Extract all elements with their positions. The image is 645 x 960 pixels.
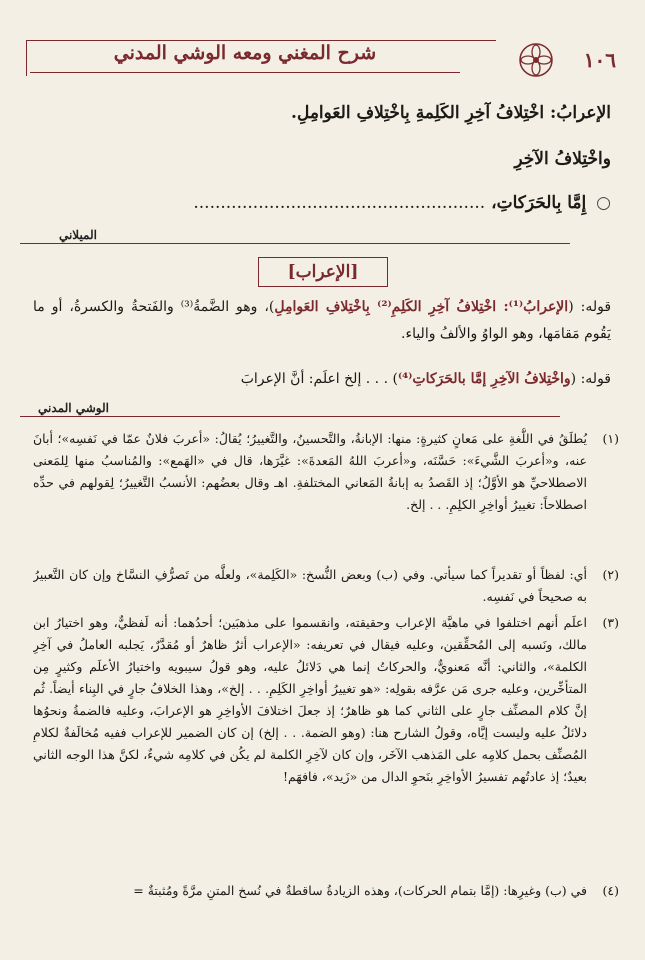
header-rule: [26, 40, 496, 41]
section-heading: [الإعراب]: [258, 257, 388, 287]
milani-rule: [20, 243, 570, 244]
sharh-2-quote: واخْتِلافُ الآخِرِ إمَّا بالحَرَكاتِ⁽⁴⁾: [397, 371, 571, 387]
footnote-number: (٢): [602, 567, 619, 582]
footnote-1: [33, 428, 619, 560]
footnote-text: اعلَم أنهم اختلفوا في ماهيَّة الإعراب وحقيقته، وانقسموا على مذهبَين؛ أحدُهما: أنه لَفظيٌّ، وهو اختيارُ ابن مالك، ونَسبه إلى المُحقِّقين، وعليه فيقال في تعريفه: «الإعراب أثرٌ ظاهرٌ أو مُقدَّرٌ، يَجلبه العاملُ في آخِرِ الكلمة»، والثاني: أنَّه مَعنويٌّ، والحركاتُ إنما هي دَلائلُ عليه، وهو قولُ سيبويه واختيارُ الأعلَم وكثيرٍ مِن المتأخِّرين، وعليه جرى مَن عرَّفه بقولِه: «هو تغييرُ أواخِرِ الكَلِمِ. . . إلخ»، وهذا الخلافُ جارٍ في البِناء أيضاً. ثُم إنَّ كلام المصنِّف جارٍ على الثاني كما هو ظاهرٌ؛ إذ جعلَ اختلافَ الأواخِرِ هو الإعرابَ، وعليه فالضمةُ ونحوُها دلائلُ عليه وليست إيَّاه، وقولُ الشارح هنا: (وهو الضمة. . . إلخ) إن كان الضمير للإعراب ففيه مُخالَفةٌ لكلامِ المُصنِّف بحمل كلامِه على المَذهب الآخَر، وإن كان لآخِرِ الكلمة لم يكُن في كلامِه شيءٌ، لكنَّ هذا الوجه الثاني بعيدٌ؛ إذ عادتُهم تفسيرُ الأواخِرِ بنَحوِ الدال من «زَيد»، فافهَم!: [33, 615, 587, 784]
page-header: [26, 40, 616, 82]
footnote-text: يُطلَقُ في اللُّغةِ على مَعانٍ كثيرةٍ: منها: الإبانةُ، والتَّحسينُ، والتَّغييرُ؛ يُقالُ: «أعربَ فلانٌ عمّا في نَفسِه»؛ أبانَ عنه، و«أعربَ الشَّيءَ»: حَسَّنَه، و«أعربَ اللهُ المَعدةَ»: غيَّرَها، قال في «الهَمع»: والمُناسبُ منها لِلمَعنى الاصطلاحيِّ هو الأوَّلُ؛ إذ القَصدُ به إبانةُ المَعاني المختلفةِ. اهـ وقال بعضُهم: الأنسبُ التَّغييرُ؛ لِقولهم في حدِّه اصطلاحاً: تغييرُ أواخِرِ الكلِمِ. . . إلخ.: [33, 431, 587, 512]
footnote-number: (٣): [602, 615, 619, 630]
rosette-icon: [518, 42, 554, 78]
footnote-number: (٤): [602, 883, 619, 898]
sharh-2-rest: ) . . . إلخ اعلَم: أنَّ الإعرابَ: [240, 371, 398, 387]
footnote-2: [33, 564, 619, 608]
milani-label: الميلاني: [58, 228, 97, 242]
page-number: ١٠٦: [583, 48, 616, 72]
matn-line-3-text: إِمَّا بِالحَرَكاتِ،: [491, 193, 587, 213]
washi-rule: [20, 416, 560, 417]
matn-line-1: الإعرابُ: اخْتِلافُ آخِرِ الكَلِمةِ بِاخْتِلافِ العَوامِلِ.: [291, 103, 611, 123]
sharh-2-prefix: قوله: (: [570, 371, 611, 387]
sharh-1-quote: الإعرابُ⁽¹⁾: اخْتِلافُ آخِرِ الكَلِمِ⁽²⁾ بِاخْتِلافِ العَوامِلِ: [274, 299, 569, 315]
footnote-text: في (ب) وغيرِها: (إمَّا بتمام الحركات)، وهذه الزيادةُ ساقطةٌ في نُسخ المتنِ مرَّةً ومُثبتةٌ =: [133, 883, 587, 898]
sharh-1-rest: )، وهو الضَّمةُ⁽³⁾ والفَتحةُ والكسرةُ، أو ما يَقُوم مَقامَها، وهو الواوُ والألفُ والياء.: [33, 299, 611, 342]
leader-dots: ......................................................: [193, 193, 486, 213]
sharh-1-prefix: قوله: (: [568, 299, 611, 315]
sharh-paragraph-2: [33, 366, 611, 394]
matn-line-3: [33, 190, 611, 216]
matn-line-2: واخْتِلافُ الآخِرِ: [514, 149, 611, 169]
circle-bullet-icon: ○: [596, 193, 611, 213]
footnote-4: [33, 880, 619, 904]
footnote-3: [33, 612, 619, 876]
washi-label: الوشي المدني: [38, 401, 109, 415]
footnote-number: (١): [602, 431, 619, 446]
sharh-paragraph-1: [33, 294, 611, 352]
running-title: شرح المغني ومعه الوشي المدني: [30, 42, 460, 73]
footnote-text: أي: لفظاً أو تقديراً كما سيأتي. وفي (ب) وبعض النُّسخ: «الكَلِمة»، ولعلَّه من تَصرُّفِ النسَّاخ وإن كان التَّعبيرُ به صحيحاً في نَفسِه.: [33, 567, 587, 604]
